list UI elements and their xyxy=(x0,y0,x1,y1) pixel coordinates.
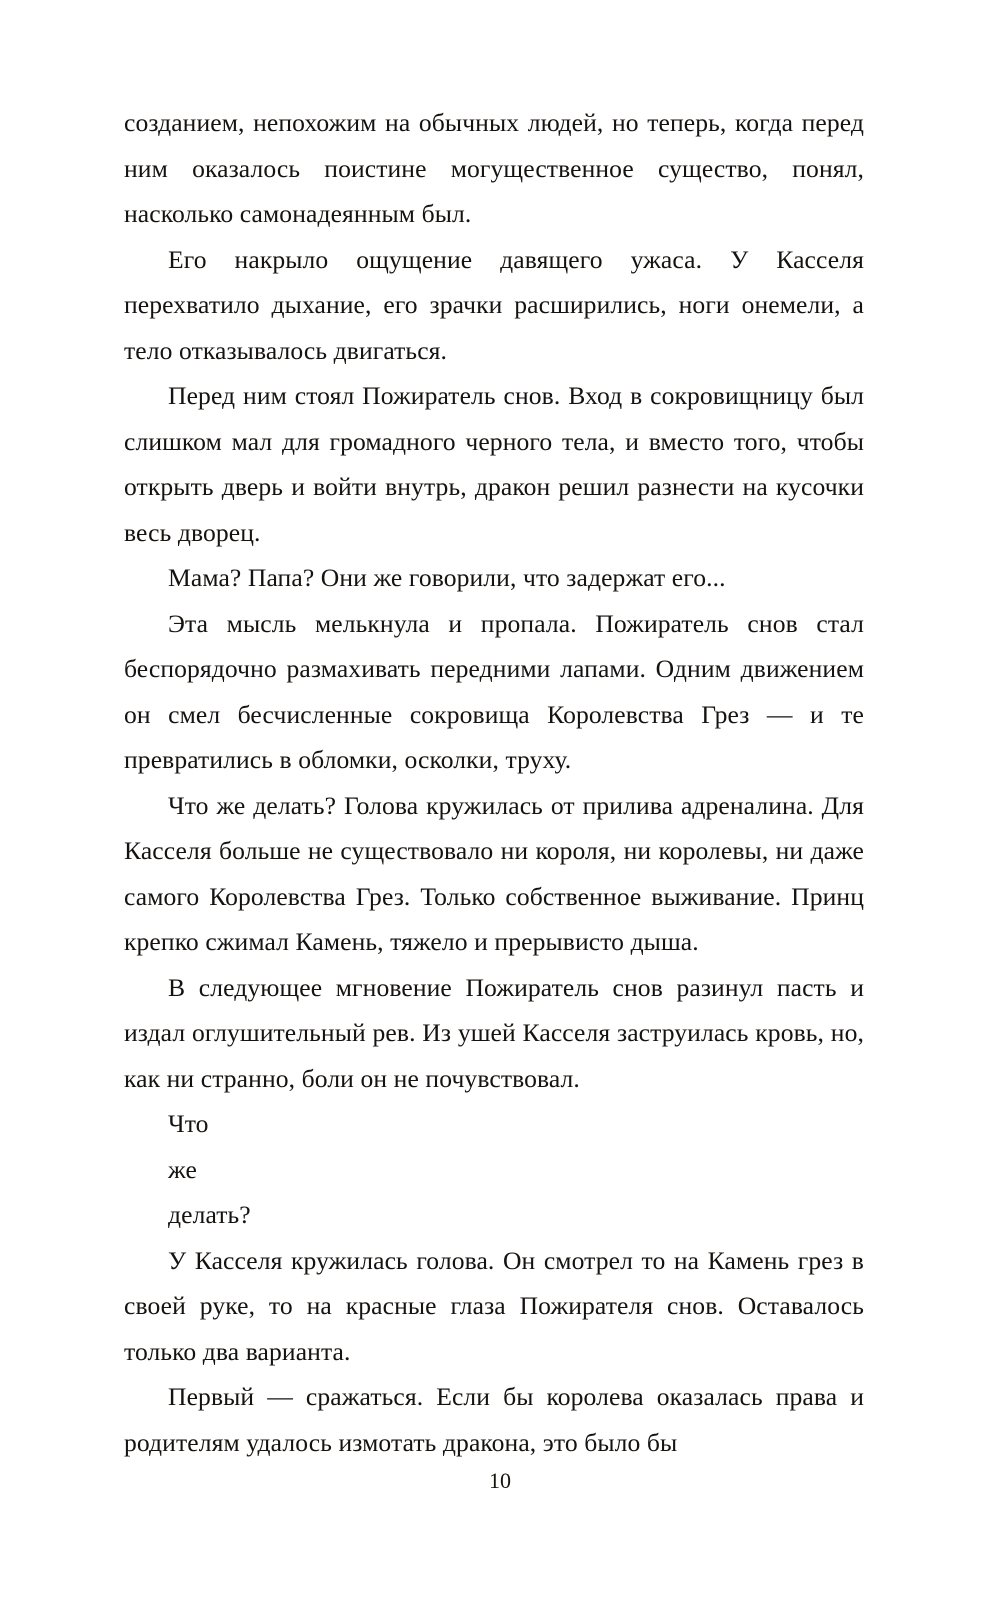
paragraph-inner-thought: Мама? Папа? Они же говорили, что задержат его... xyxy=(168,563,726,592)
paragraph: Перед ним стоял Пожиратель снов. Вход в сокровищницу был слишком мал для громадного черного тела, и вместо того, чтобы открыть дверь и войти внутрь, дракон решил разнести на кусочки весь дворец. xyxy=(124,381,864,547)
paragraph: Его накрыло ощущение давящего ужаса. У Касселя перехватило дыхание, его зрачки расширились, ноги онемели, а тело отказывалось двигаться. xyxy=(124,244,864,365)
page-text-body xyxy=(124,100,864,1465)
shout-line-2: же xyxy=(168,1154,197,1184)
shout-line-3: делать? xyxy=(168,1200,251,1229)
shout-line-1: Что xyxy=(168,1109,209,1138)
paragraph: В следующее мгновение Пожиратель снов разинул пасть и издал оглушительный рев. Из ушей Касселя заструилась кровь, но, как ни странно, боли он не почувствовал. xyxy=(124,972,864,1093)
paragraph: Первый — сражаться. Если бы королева оказалась права и родителям удалось измотать дракона, это было бы xyxy=(124,1382,864,1457)
paragraph: Эта мысль мелькнула и пропала. Пожиратель снов стал беспорядочно размахивать передними лапами. Одним движением он смел бесчисленные сокровища Королевства Грез — и те превратились в обломки, осколки, труху. xyxy=(124,608,864,774)
paragraph-continued: созданием, непохожим на обычных людей, но теперь, когда перед ним оказалось поистине могущественное существо, понял, насколько самонадеянным был. xyxy=(124,108,864,228)
page-number: 10 xyxy=(489,1468,511,1493)
paragraph: У Касселя кружилась голова. Он смотрел то на Камень грез в своей руке, то на красные глаза Пожирателя снов. Оставалось только два варианта. xyxy=(124,1245,864,1366)
paragraph: Что же делать? Голова кружилась от прилива адреналина. Для Касселя больше не существовало ни короля, ни королевы, ни даже самого Королевства Грез. Только собственное выживание. Принц крепко сжимал Камень, тяжело и прерывисто дыша. xyxy=(124,790,864,956)
